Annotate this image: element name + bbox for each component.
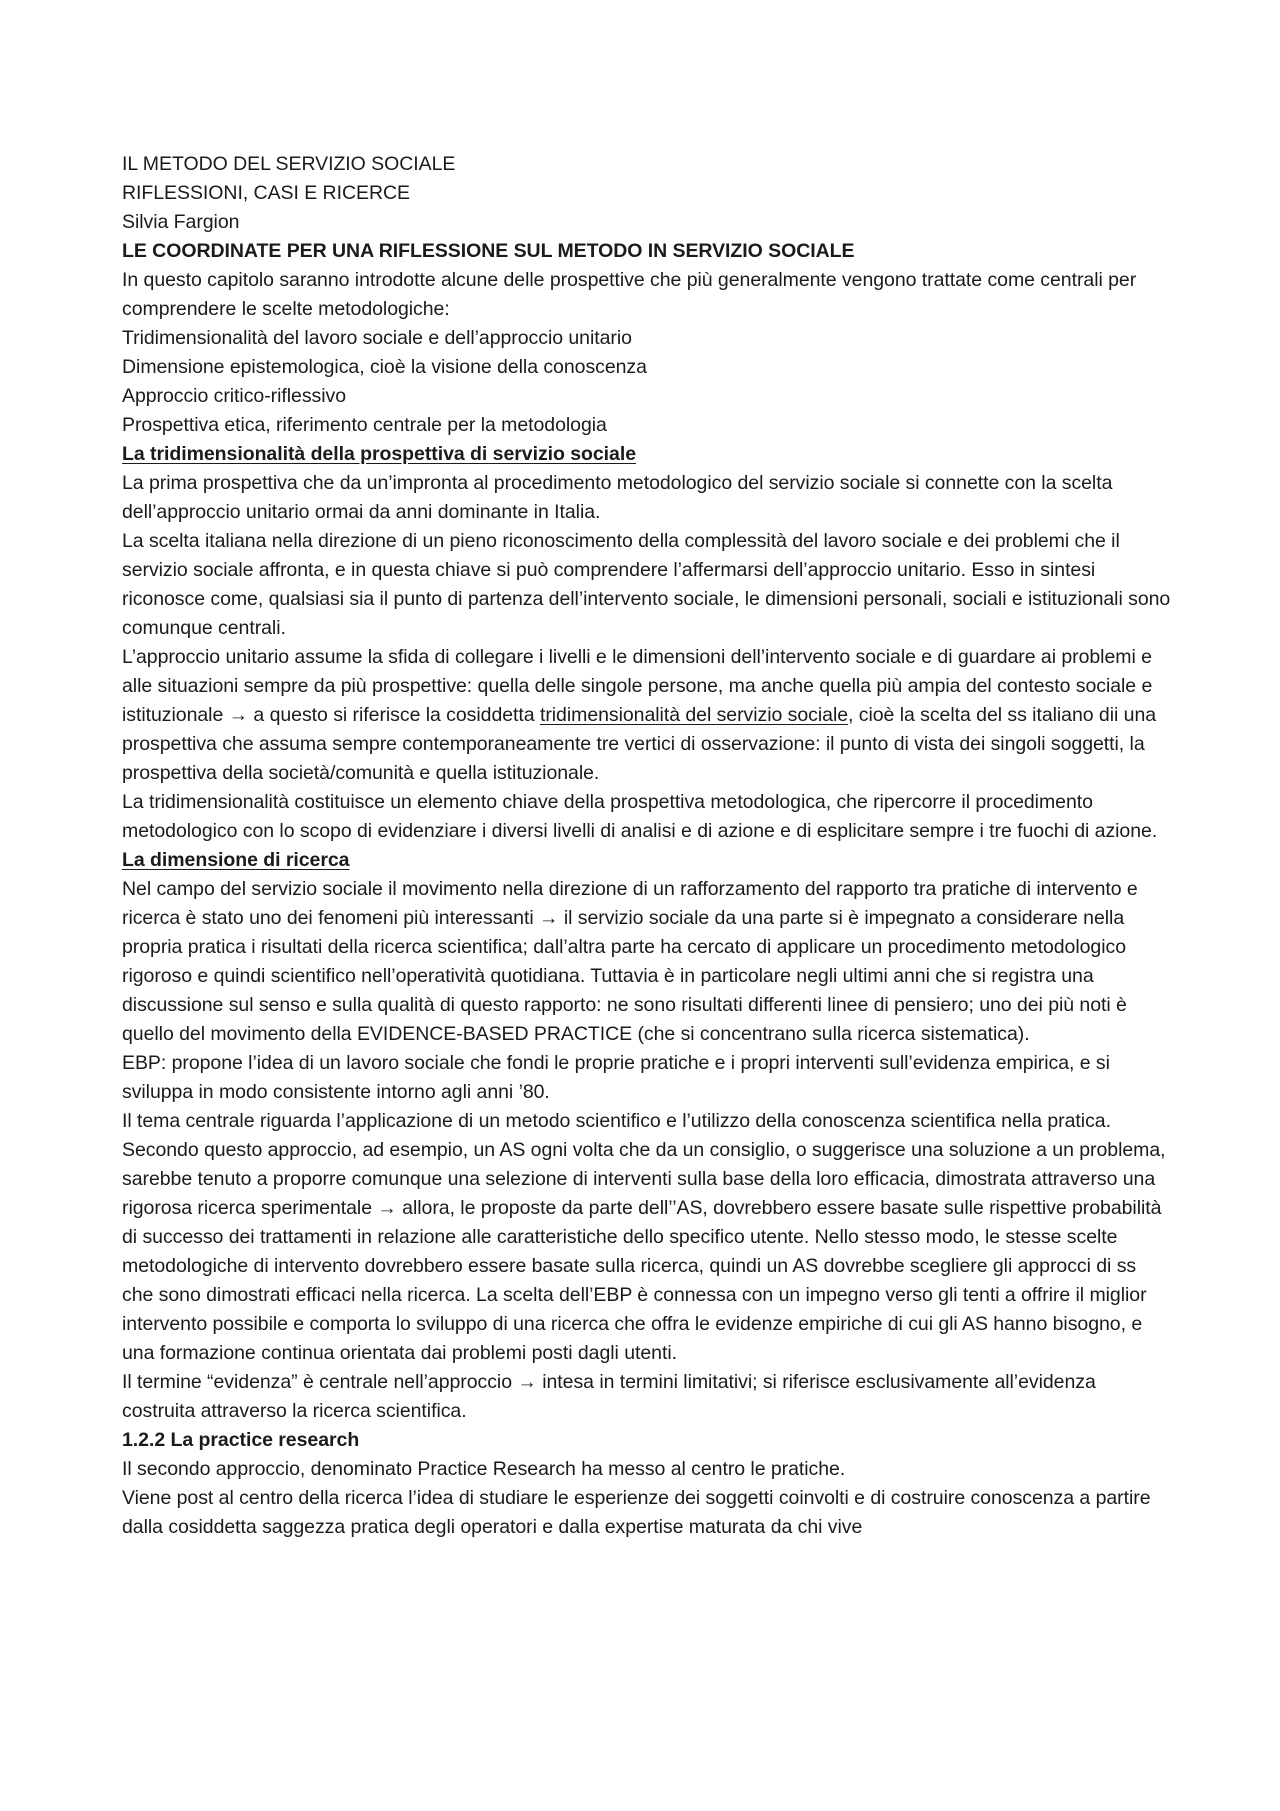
paragraph: La scelta italiana nella direzione di un pieno riconoscimento della complessità del lavoro sociale e dei problemi che il servizio sociale affronta, e in questa chiave si può comprendere l’affermarsi dell’approccio unitario. Esso in sintesi riconosce come, qualsiasi sia il punto di partenza dell’intervento sociale, le dimensioni personali, sociali e istituzionali sono comunque centrali. xyxy=(122,530,1171,639)
text-run: Il termine “evidenza” è centrale nell’approccio xyxy=(122,1371,518,1393)
list-item: Dimensione epistemologica, cioè la visione della conoscenza xyxy=(122,356,647,378)
text-run: intesa in termini limitativi; si riferisce esclusivamente all’evidenza costruita attraverso la ricerca scientifica. xyxy=(122,1371,1096,1422)
paragraph: La prima prospettiva che da un’impronta al procedimento metodologico del servizio sociale si connette con la scelta dell’approccio unitario ormai da anni dominante in Italia. xyxy=(122,472,1113,523)
list-item: Approccio critico-riflessivo xyxy=(122,385,346,407)
text-run: L’approccio unitario assume la sfida di collegare i livelli e le dimensioni dell’intervento sociale e di guardare ai problemi e alle situazioni sempre da più prospettive: quella delle singole persone, ma anche quella più ampia del contesto sociale e istituzionale xyxy=(122,646,1153,726)
text-run: Il tema centrale riguarda l’applicazione di un metodo scientifico e l’utilizzo della conoscenza scientifica nella pratica. Secondo questo approccio, ad esempio, un AS ogni volta che da un consiglio, o suggerisce una soluzione a un problema, sarebbe tenuto a proporre comunque una selezione di interventi sulla base della loro efficacia, dimostrata attraverso una rigorosa ricerca sperimentale xyxy=(122,1110,1166,1219)
paragraph xyxy=(122,1107,1172,1368)
book-title: IL METODO DEL SERVIZIO SOCIALE xyxy=(122,153,456,175)
underlined-term: tridimensionalità del servizio sociale xyxy=(539,704,849,726)
arrow-right-icon: → xyxy=(539,907,559,929)
paragraph: Il secondo approccio, denominato Practice Research ha messo al centro le pratiche. xyxy=(122,1458,846,1480)
section-heading-practice-research: 1.2.2 La practice research xyxy=(122,1429,360,1451)
text-run: a questo si riferisce la cosiddetta xyxy=(248,704,540,726)
arrow-right-icon: → xyxy=(228,704,249,726)
paragraph xyxy=(122,1368,1172,1426)
paragraph xyxy=(122,875,1172,1049)
intro-paragraph: In questo capitolo saranno introdotte alcune delle prospettive che più generalmente vengono trattate come centrali per comprendere le scelte metodologiche: xyxy=(122,269,1137,320)
paragraph: La tridimensionalità costituisce un elemento chiave della prospettiva metodologica, che ripercorre il procedimento metodologico con lo scopo di evidenziare i diversi livelli di analisi e di azione e di esplicitare sempre i tre fuochi di azione. xyxy=(122,791,1158,842)
text-run: il servizio sociale da una parte si è impegnato a considerare nella propria pratica i risultati della ricerca scientifica; dall’altra parte ha cercato di applicare un procedimento metodologico rigoroso e quindi scientifico nell’operatività quotidiana. Tuttavia è in particolare negli ultimi anni che si registra una discussione sul senso e sulla qualità di questo rapporto: ne sono risultati differenti linee di pensiero; uno dei più noti è quello del movimento della EVIDENCE-BASED PRACTICE (che si concentrano sulla ricerca sistematica). xyxy=(122,907,1127,1045)
arrow-right-icon: → xyxy=(517,1371,537,1393)
paragraph: EBP: propone l’idea di un lavoro sociale che fondi le proprie pratiche e i propri interventi sull’evidenza empirica, e si sviluppa in modo consistente intorno agli anni ’80. xyxy=(122,1052,1110,1103)
text-run: allora, le proposte da parte dell’’AS, dovrebbero essere basate sulle rispettive probabilità di successo dei trattamenti in relazione alle caratteristiche dello specifico utente. Nello stesso modo, le stesse scelte metodologiche di intervento dovrebbero essere basate sulla ricerca, quindi un AS dovrebbe scegliere gli approcci di ss che sono dimostrati efficaci nella ricerca. La scelta dell’EBP è connessa con un impegno verso gli tenti a offrire il miglior intervento possibile e comporta lo sviluppo di una ricerca che offra le evidenze empiriche di cui gli AS hanno bisogno, e una formazione continua orientata dai problemi posti dagli utenti. xyxy=(122,1197,1162,1364)
book-subtitle: RIFLESSIONI, CASI E RICERCE xyxy=(122,182,410,204)
paragraph xyxy=(122,643,1172,788)
text-run: , cioè la scelta del ss italiano dii una prospettiva che assuma sempre contemporaneamente tre vertici di osservazione: il punto di vista dei singoli soggetti, la prospettiva della società/comunità e quella istituzionale. xyxy=(122,704,1157,784)
section-heading-tridimensionalita: La tridimensionalità della prospettiva di servizio sociale xyxy=(122,443,637,465)
book-author: Silvia Fargion xyxy=(122,211,240,233)
chapter-title: LE COORDINATE PER UNA RIFLESSIONE SUL METODO IN SERVIZIO SOCIALE xyxy=(122,240,855,262)
list-item: Tridimensionalità del lavoro sociale e dell’approccio unitario xyxy=(122,327,632,349)
section-heading-ricerca: La dimensione di ricerca xyxy=(122,849,350,871)
paragraph: Viene post al centro della ricerca l’idea di studiare le esperienze dei soggetti coinvolti e di costruire conoscenza a partire dalla cosiddetta saggezza pratica degli operatori e dalla expertise maturata da chi vive xyxy=(122,1487,1151,1538)
arrow-right-icon: → xyxy=(377,1197,397,1219)
text-run: Nel campo del servizio sociale il movimento nella direzione di un rafforzamento del rapporto tra pratiche di intervento e ricerca è stato uno dei fenomeni più interessanti xyxy=(122,878,1138,929)
document-page xyxy=(122,150,1172,1542)
list-item: Prospettiva etica, riferimento centrale per la metodologia xyxy=(122,414,607,436)
